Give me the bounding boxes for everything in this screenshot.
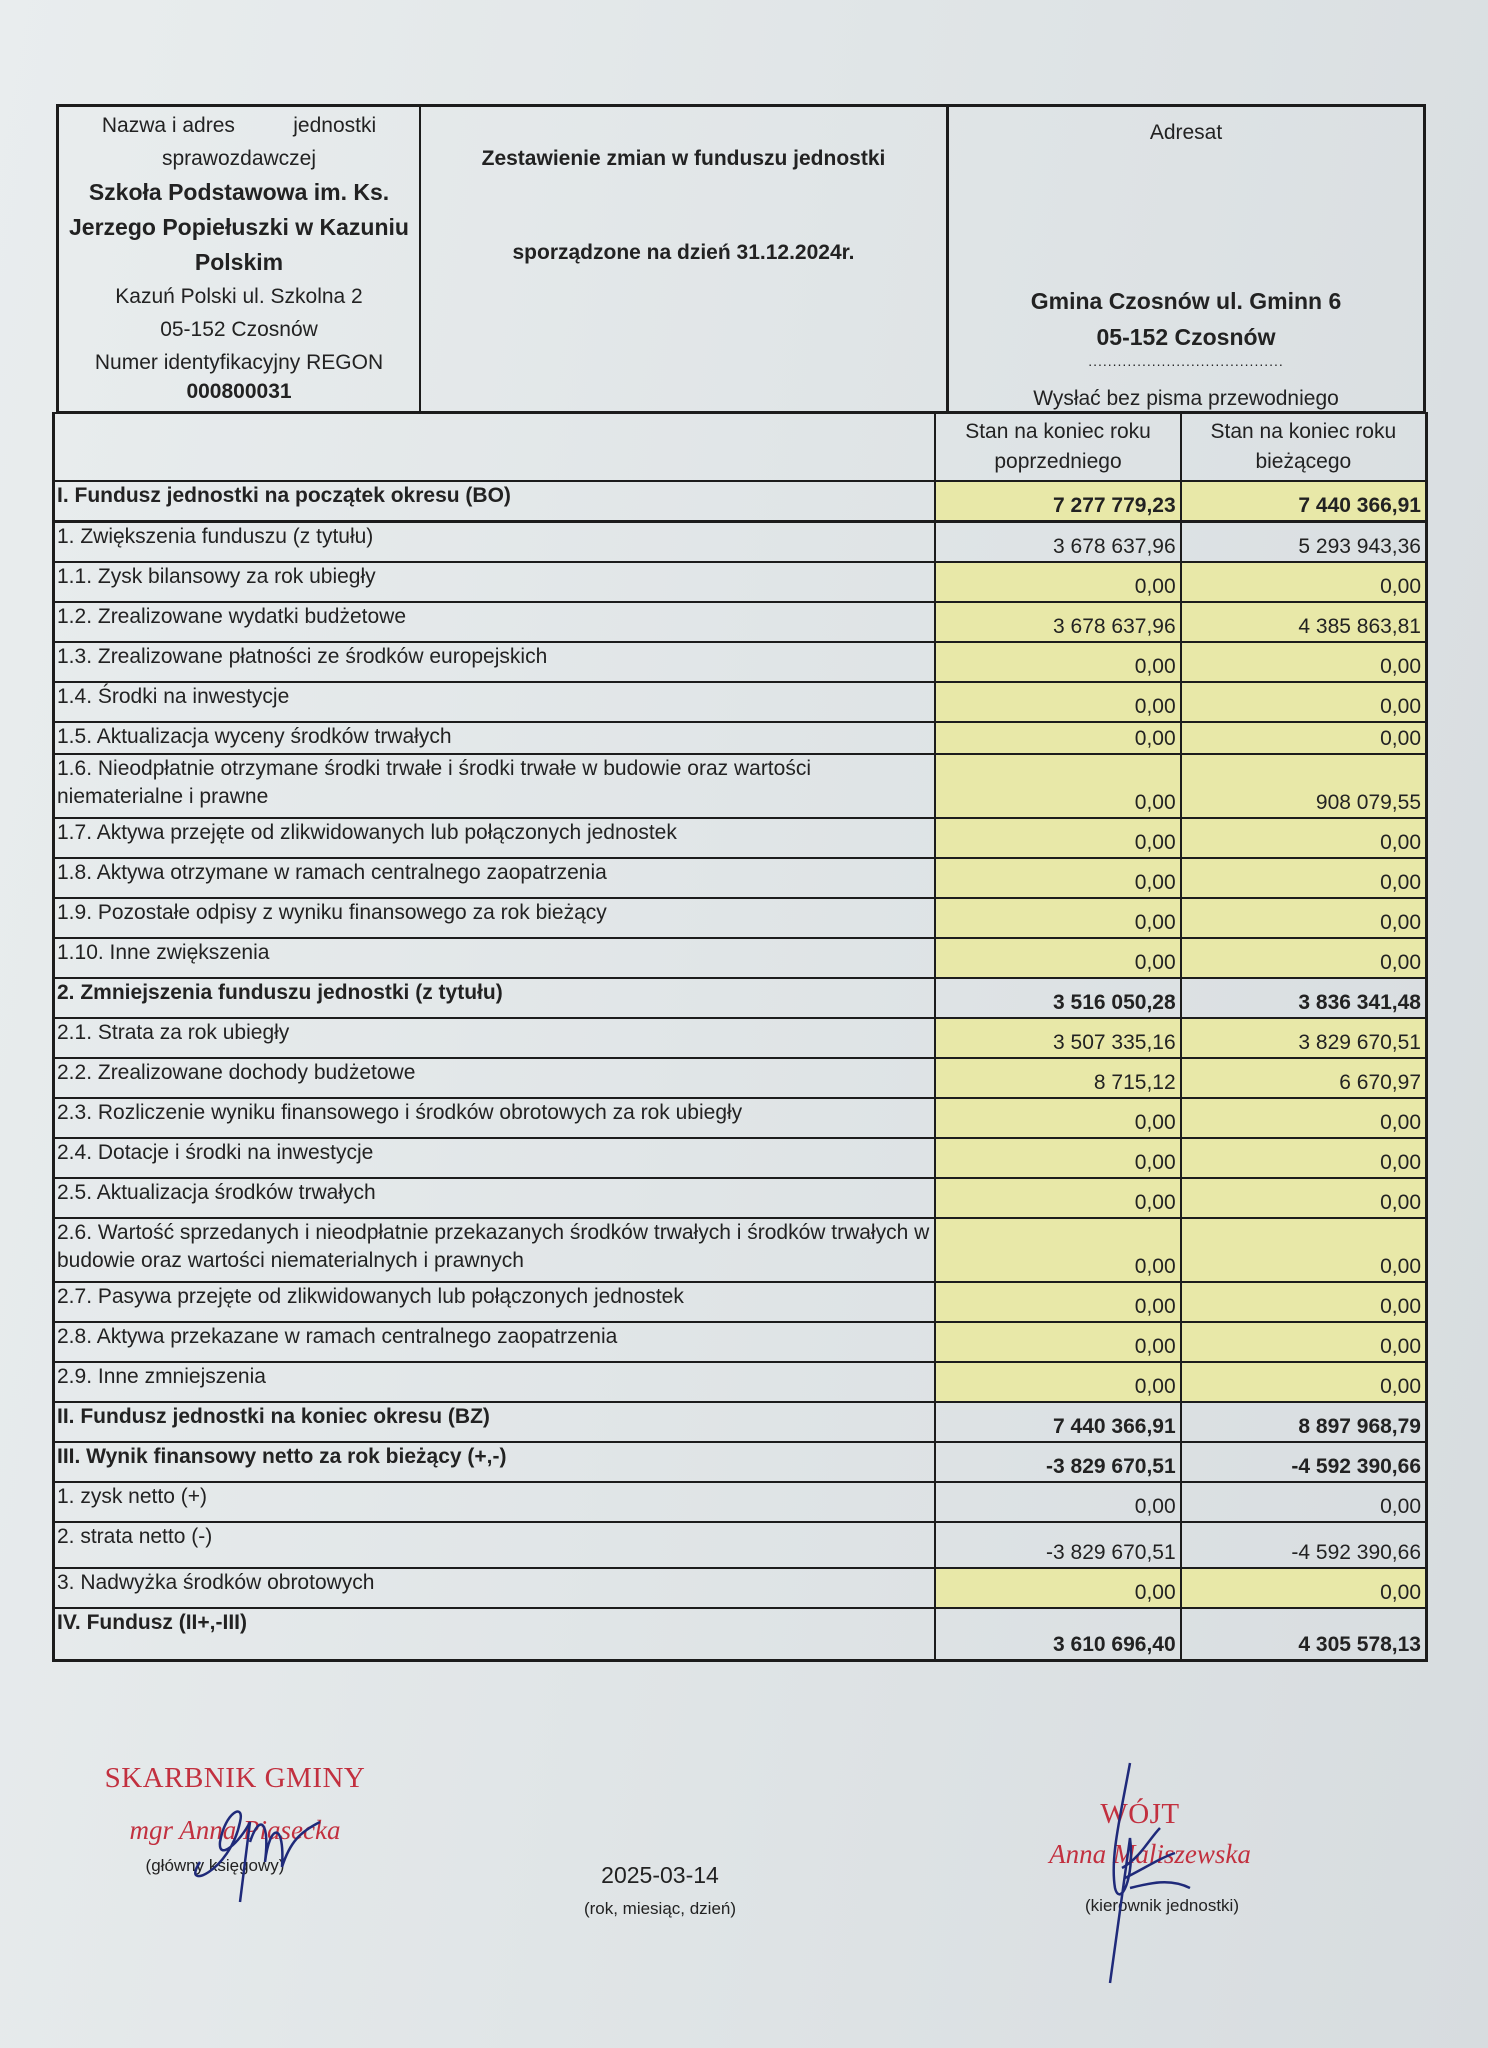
table-row bbox=[54, 642, 1427, 682]
unit-address-2: 05-152 Czosnów bbox=[160, 318, 318, 341]
value-prev: 0,00 bbox=[935, 1362, 1180, 1402]
table-row bbox=[54, 1058, 1427, 1098]
regon-number: 000800031 bbox=[186, 380, 292, 403]
handwritten-signature-icon bbox=[170, 1782, 330, 1912]
value-curr: 0,00 bbox=[1181, 1178, 1427, 1218]
value-curr: 0,00 bbox=[1181, 1322, 1427, 1362]
value-curr: 0,00 bbox=[1181, 1482, 1427, 1522]
value-prev: 0,00 bbox=[935, 938, 1180, 978]
addressee-label: Adresat bbox=[1149, 121, 1223, 144]
table-row bbox=[54, 1098, 1427, 1138]
row-label: 2.7. Pasywa przejęte od zlikwidowanych lub połączonych jednostek bbox=[54, 1282, 936, 1322]
addressee-address bbox=[949, 283, 1423, 355]
value-curr: 0,00 bbox=[1181, 858, 1427, 898]
document-date: sporządzone na dzień 31.12.2024r. bbox=[512, 241, 855, 264]
document-title-box bbox=[421, 107, 949, 411]
send-note: Wysłać bez pisma przewodniego bbox=[1033, 387, 1339, 410]
row-label: 2.1. Strata za rok ubiegły bbox=[54, 1018, 936, 1058]
value-curr: 0,00 bbox=[1181, 1568, 1427, 1608]
value-prev: 0,00 bbox=[935, 898, 1180, 938]
row-label: 1.2. Zrealizowane wydatki budżetowe bbox=[54, 602, 936, 642]
table-row bbox=[54, 1522, 1427, 1568]
value-prev: 0,00 bbox=[935, 1098, 1180, 1138]
date-block bbox=[540, 1862, 780, 1919]
value-curr: 0,00 bbox=[1181, 682, 1427, 722]
unit-name-1: Szkoła Podstawowa im. Ks. bbox=[88, 179, 390, 205]
table-row bbox=[54, 1442, 1427, 1482]
mayor-caption: (kierownik jednostki) bbox=[1085, 1896, 1239, 1915]
table-row bbox=[54, 858, 1427, 898]
row-label: 2.3. Rozliczenie wyniku finansowego i środków obrotowych za rok ubiegły bbox=[54, 1098, 936, 1138]
value-curr: 7 440 366,91 bbox=[1181, 481, 1427, 522]
document-title: Zestawienie zmian w funduszu jednostki bbox=[481, 147, 886, 170]
reporting-unit-box bbox=[59, 107, 421, 411]
value-prev: 0,00 bbox=[935, 818, 1180, 858]
column-header-prev: Stan na koniec roku poprzedniego bbox=[935, 413, 1180, 481]
regon-label: Numer identyfikacyjny REGON bbox=[94, 351, 384, 374]
table-row bbox=[54, 1322, 1427, 1362]
table-row bbox=[54, 818, 1427, 858]
value-prev: 0,00 bbox=[935, 1138, 1180, 1178]
value-curr: 0,00 bbox=[1181, 898, 1427, 938]
value-prev: 8 715,12 bbox=[935, 1058, 1180, 1098]
treasurer-stamp-title: SKARBNIK GMINY bbox=[104, 1762, 366, 1794]
row-label: III. Wynik finansowy netto za rok bieżący (+,-) bbox=[54, 1442, 936, 1482]
table-row bbox=[54, 481, 1427, 522]
addressee-line-2: 05-152 Czosnów bbox=[1096, 324, 1276, 350]
table-row bbox=[54, 1178, 1427, 1218]
treasurer-caption: (główny księgowy) bbox=[145, 1856, 285, 1875]
date-caption: (rok, miesiąc, dzień) bbox=[583, 1899, 737, 1918]
row-label: 1. zysk netto (+) bbox=[54, 1482, 936, 1522]
table-row bbox=[54, 1018, 1427, 1058]
value-prev: 0,00 bbox=[935, 1282, 1180, 1322]
value-prev: 0,00 bbox=[935, 1482, 1180, 1522]
row-label: 1.8. Aktywa otrzymane w ramach centralnego zaopatrzenia bbox=[54, 858, 936, 898]
table-row bbox=[54, 1568, 1427, 1608]
table-row bbox=[54, 1482, 1427, 1522]
addressee-line-1: Gmina Czosnów ul. Gminn 6 bbox=[1030, 288, 1342, 314]
value-curr: 3 836 341,48 bbox=[1181, 978, 1427, 1018]
unit-label-2: sprawozdawczej bbox=[161, 147, 317, 170]
value-curr: 0,00 bbox=[1181, 1138, 1427, 1178]
value-prev: -3 829 670,51 bbox=[935, 1442, 1180, 1482]
table-row bbox=[54, 562, 1427, 602]
column-header-row bbox=[54, 413, 1427, 481]
addressee-box bbox=[949, 107, 1423, 411]
table-row bbox=[54, 1362, 1427, 1402]
value-curr: 0,00 bbox=[1181, 722, 1427, 754]
table-row bbox=[54, 1282, 1427, 1322]
value-prev: 3 678 637,96 bbox=[935, 602, 1180, 642]
unit-address-1: Kazuń Polski ul. Szkolna 2 bbox=[115, 285, 363, 308]
unit-name-2: Jerzego Popiełuszki w Kazuniu bbox=[69, 214, 409, 240]
table-row bbox=[54, 978, 1427, 1018]
row-label: 3. Nadwyżka środków obrotowych bbox=[54, 1568, 936, 1608]
signature-date: 2025-03-14 bbox=[601, 1862, 719, 1888]
row-label: 1.6. Nieodpłatnie otrzymane środki trwałe i środki trwałe w budowie oraz wartości niematerialne i prawne bbox=[54, 754, 936, 818]
row-label: 1.4. Środki na inwestycje bbox=[54, 682, 936, 722]
value-prev: 0,00 bbox=[935, 858, 1180, 898]
row-label: II. Fundusz jednostki na koniec okresu (BZ) bbox=[54, 1402, 936, 1442]
row-label: 1. Zwiększenia funduszu (z tytułu) bbox=[54, 522, 936, 563]
label-column-header bbox=[54, 413, 936, 481]
column-header-curr: Stan na koniec roku bieżącego bbox=[1181, 413, 1427, 481]
table-row bbox=[54, 1138, 1427, 1178]
value-prev: 3 610 696,40 bbox=[935, 1608, 1180, 1661]
table-row bbox=[54, 722, 1427, 754]
value-prev: 0,00 bbox=[935, 1218, 1180, 1282]
table-row bbox=[54, 898, 1427, 938]
value-curr: 908 079,55 bbox=[1181, 754, 1427, 818]
unit-label: Nazwa i adres jednostki bbox=[101, 114, 377, 137]
row-label: 2. Zmniejszenia funduszu jednostki (z tytułu) bbox=[54, 978, 936, 1018]
table-row bbox=[54, 1608, 1427, 1661]
mayor-signature-block bbox=[1000, 1798, 1300, 1916]
row-label: 2.8. Aktywa przekazane w ramach centralnego zaopatrzenia bbox=[54, 1322, 936, 1362]
value-curr: 0,00 bbox=[1181, 938, 1427, 978]
row-label: 1.1. Zysk bilansowy za rok ubiegły bbox=[54, 562, 936, 602]
value-prev: 7 440 366,91 bbox=[935, 1402, 1180, 1442]
row-label: 1.9. Pozostałe odpisy z wyniku finansowego za rok bieżący bbox=[54, 898, 936, 938]
header-block bbox=[56, 104, 1426, 414]
value-curr: 0,00 bbox=[1181, 1362, 1427, 1402]
value-prev: 0,00 bbox=[935, 1568, 1180, 1608]
table-row bbox=[54, 754, 1427, 818]
value-prev: 0,00 bbox=[935, 1178, 1180, 1218]
dotted-line: ........................................ bbox=[1088, 353, 1284, 369]
value-prev: 3 678 637,96 bbox=[935, 522, 1180, 563]
table-row bbox=[54, 1402, 1427, 1442]
value-curr: -4 592 390,66 bbox=[1181, 1442, 1427, 1482]
value-curr: 3 829 670,51 bbox=[1181, 1018, 1427, 1058]
table-row bbox=[54, 522, 1427, 563]
value-prev: 3 507 335,16 bbox=[935, 1018, 1180, 1058]
row-label: IV. Fundusz (II+,-III) bbox=[54, 1608, 936, 1661]
value-curr: 0,00 bbox=[1181, 1282, 1427, 1322]
row-label: 2.4. Dotacje i środki na inwestycje bbox=[54, 1138, 936, 1178]
value-prev: 0,00 bbox=[935, 562, 1180, 602]
table-row bbox=[54, 1218, 1427, 1282]
row-label: 2. strata netto (-) bbox=[54, 1522, 936, 1568]
value-curr: 0,00 bbox=[1181, 1098, 1427, 1138]
value-prev: -3 829 670,51 bbox=[935, 1522, 1180, 1568]
value-curr: 4 385 863,81 bbox=[1181, 602, 1427, 642]
row-label: 2.2. Zrealizowane dochody budżetowe bbox=[54, 1058, 936, 1098]
handwritten-signature-icon bbox=[1090, 1758, 1210, 1988]
row-label: 2.9. Inne zmniejszenia bbox=[54, 1362, 936, 1402]
value-curr: 5 293 943,36 bbox=[1181, 522, 1427, 563]
value-prev: 0,00 bbox=[935, 682, 1180, 722]
treasurer-signature-block bbox=[80, 1762, 390, 1876]
value-curr: 0,00 bbox=[1181, 562, 1427, 602]
row-label: I. Fundusz jednostki na początek okresu (BO) bbox=[54, 481, 936, 522]
value-curr: 6 670,97 bbox=[1181, 1058, 1427, 1098]
row-label: 1.7. Aktywa przejęte od zlikwidowanych lub połączonych jednostek bbox=[54, 818, 936, 858]
mayor-stamp-name: Anna Maliszewska bbox=[1049, 1839, 1251, 1869]
value-prev: 0,00 bbox=[935, 754, 1180, 818]
value-curr: 4 305 578,13 bbox=[1181, 1608, 1427, 1661]
fund-changes-table bbox=[52, 412, 1428, 1662]
value-prev: 3 516 050,28 bbox=[935, 978, 1180, 1018]
table-row bbox=[54, 682, 1427, 722]
value-prev: 0,00 bbox=[935, 1322, 1180, 1362]
row-label: 2.6. Wartość sprzedanych i nieodpłatnie przekazanych środków trwałych i środków trwałych w budowie oraz wartości niematerialnych i prawnych bbox=[54, 1218, 936, 1282]
value-prev: 0,00 bbox=[935, 722, 1180, 754]
value-curr: -4 592 390,66 bbox=[1181, 1522, 1427, 1568]
value-curr: 0,00 bbox=[1181, 1218, 1427, 1282]
value-curr: 8 897 968,79 bbox=[1181, 1402, 1427, 1442]
table-row bbox=[54, 602, 1427, 642]
table-row bbox=[54, 938, 1427, 978]
value-curr: 0,00 bbox=[1181, 642, 1427, 682]
row-label: 2.5. Aktualizacja środków trwałych bbox=[54, 1178, 936, 1218]
row-label: 1.3. Zrealizowane płatności ze środków europejskich bbox=[54, 642, 936, 682]
value-prev: 7 277 779,23 bbox=[935, 481, 1180, 522]
row-label: 1.5. Aktualizacja wyceny środków trwałych bbox=[54, 722, 936, 754]
treasurer-stamp-name: mgr Anna Piasecka bbox=[129, 1815, 341, 1845]
value-curr: 0,00 bbox=[1181, 818, 1427, 858]
value-prev: 0,00 bbox=[935, 642, 1180, 682]
mayor-stamp-title: WÓJT bbox=[1100, 1798, 1180, 1830]
unit-name-3: Polskim bbox=[194, 249, 284, 275]
row-label: 1.10. Inne zwiększenia bbox=[54, 938, 936, 978]
